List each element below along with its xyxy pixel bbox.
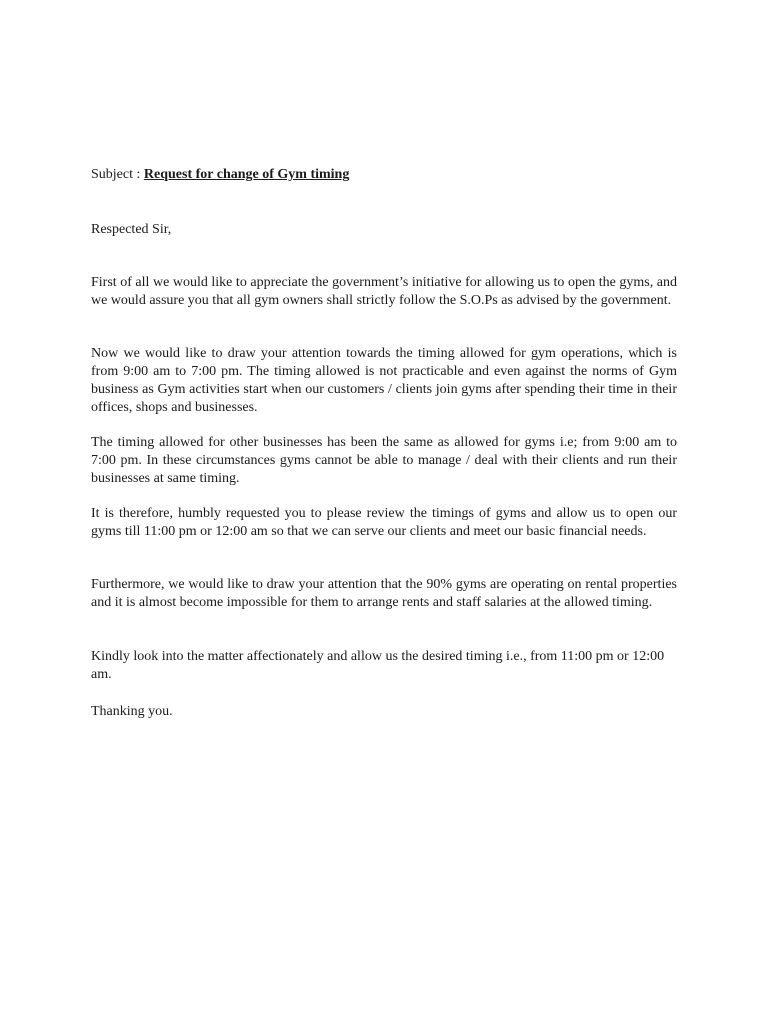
closing-line: Thanking you. [91, 704, 173, 719]
paragraph-timing-concern: Now we would like to draw your attention towards the timing allowed for gym operations, which is from 9:00 am to 7:00 pm. The timing allowed is not practicable and even against the norms of Gym business as Gym activities start when our customers / clients join gyms after spending their time in their offices, shops and businesses. [91, 346, 677, 415]
salutation: Respected Sir, [91, 222, 172, 237]
subject-line [91, 166, 691, 184]
paragraph-closing-request: Kindly look into the matter affectionately and allow us the desired timing i.e., from 11:00 pm or 12:00 am. [91, 649, 665, 682]
paragraph-appreciation: First of all we would like to appreciate the government’s initiative for allowing us to open the gyms, and we would assure you that all gym owners shall strictly follow the S.O.Ps as advised by the government. [91, 275, 677, 308]
paragraph-request: It is therefore, humbly requested you to please review the timings of gyms and allow us to open our gyms till 11:00 pm or 12:00 am so that we can serve our clients and meet our basic financial needs. [91, 506, 677, 539]
subject-label: Subject : [91, 167, 144, 182]
paragraph-other-businesses: The timing allowed for other businesses has been the same as allowed for gyms i.e; from 9:00 am to 7:00 pm. In these circumstances gyms cannot be able to manage / deal with their clients and run their businesses at same timing. [91, 435, 677, 486]
paragraph-rental-properties: Furthermore, we would like to draw your attention that the 90% gyms are operating on rental properties and it is almost become impossible for them to arrange rents and staff salaries at the allowed timing. [91, 577, 677, 610]
subject-title: Request for change of Gym timing [143, 167, 350, 182]
